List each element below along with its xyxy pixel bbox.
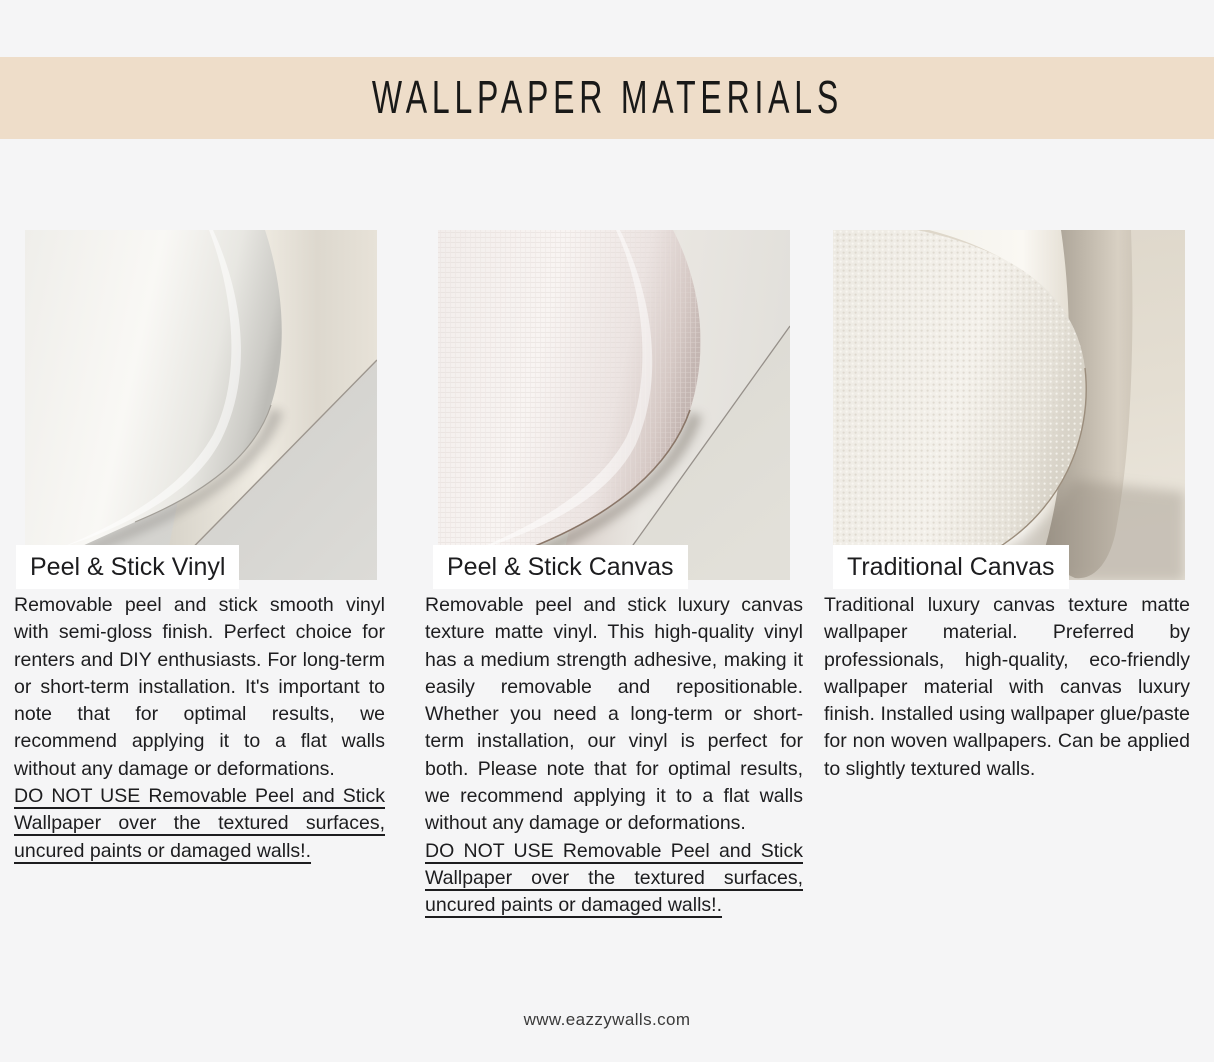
- material-description: Removable peel and stick smooth vinyl with semi-gloss finish. Perfect choice for renters and DIY enthusiasts. For long-term or short-term installation. It's important to note that for optimal results, we recommend applying it to a flat walls without any damage or deformations.: [14, 594, 385, 780]
- material-card-vinyl: [14, 230, 385, 865]
- materials-columns: [0, 230, 1214, 920]
- canvas-sample-image: [438, 230, 790, 580]
- material-card-canvas: [425, 230, 803, 920]
- website-url: www.eazzywalls.com: [523, 1010, 691, 1029]
- traditional-canvas-sample-image: [833, 230, 1185, 580]
- material-description: Removable peel and stick luxury canvas texture matte vinyl. This high-quality vinyl has a medium strength adhesive, making it easily removable and repositionable. Whether you need a long-term or short-term installation, our vinyl is perfect for both. Please note that for optimal results, we recommend applying it to a flat walls without any damage or deformations.: [425, 594, 803, 835]
- material-warning: DO NOT USE Removable Peel and Stick Wallpaper over the textured surfaces, uncured paints or damaged walls!.: [425, 839, 803, 917]
- material-name: Peel & Stick Canvas: [447, 553, 674, 581]
- material-warning: DO NOT USE Removable Peel and Stick Wallpaper over the textured surfaces, uncured paints or damaged walls!.: [14, 785, 385, 862]
- material-label: [833, 545, 1069, 589]
- vinyl-sample-image: [25, 230, 377, 580]
- material-label: [16, 545, 239, 589]
- title-banner: [0, 57, 1214, 139]
- material-description: Traditional luxury canvas texture matte wallpaper material. Preferred by professionals, high-quality, eco-friendly wallpaper material with canvas luxury finish. Installed using wallpaper glue/paste for non woven wallpapers. Can be applied to slightly textured walls.: [824, 594, 1190, 780]
- material-image-wrap: [833, 230, 1185, 580]
- material-name: Traditional Canvas: [847, 553, 1055, 581]
- page-title: WALLPAPER MATERIALS: [371, 71, 843, 123]
- material-image-wrap: [438, 230, 790, 580]
- material-name: Peel & Stick Vinyl: [30, 553, 226, 581]
- material-image-wrap: [25, 230, 377, 580]
- material-label: [433, 545, 688, 589]
- footer: [0, 1010, 1214, 1030]
- material-card-traditional: [824, 230, 1190, 783]
